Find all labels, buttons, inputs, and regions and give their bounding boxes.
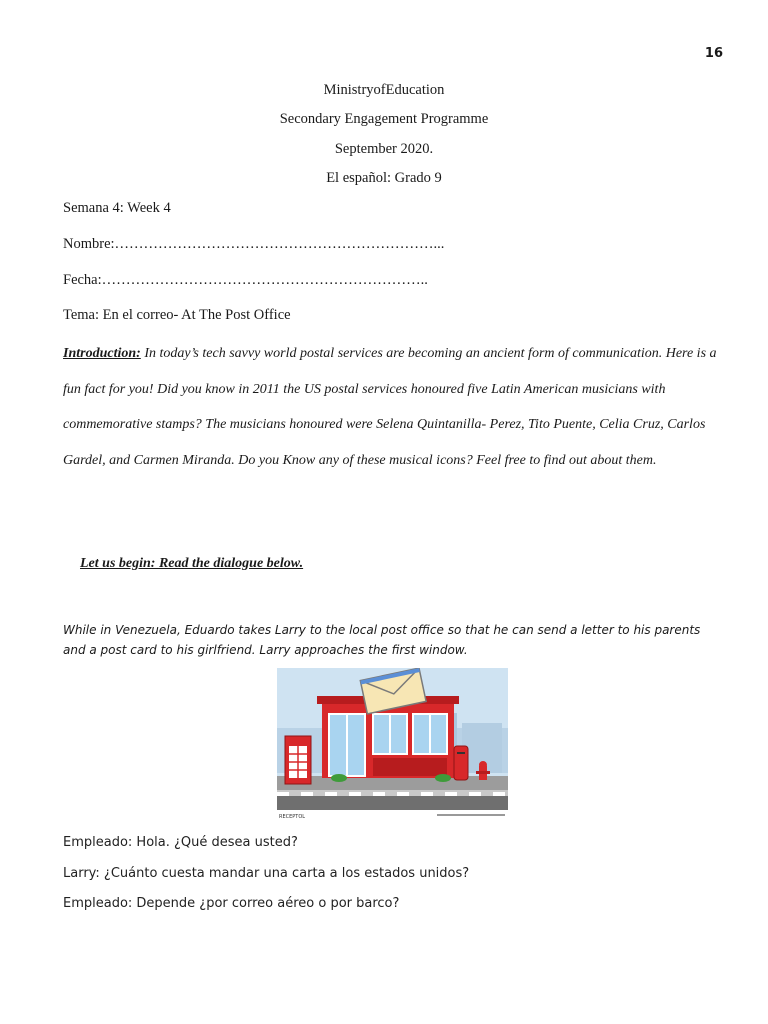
dialogue-line-3: Empleado: Depende ¿por correo aéreo o por barco? bbox=[63, 896, 400, 911]
header-date: September 2020. bbox=[334, 141, 434, 157]
name-field[interactable]: Nombre:…………………………………………………………... bbox=[63, 236, 445, 252]
post-office-image bbox=[277, 668, 508, 820]
post-office-illustration bbox=[277, 668, 508, 820]
introduction-paragraph bbox=[63, 336, 723, 478]
page-number: 16 bbox=[704, 46, 723, 61]
date-field[interactable]: Fecha:………………………………………………………….. bbox=[63, 272, 428, 288]
instruction-heading: Let us begin: Read the dialogue below. bbox=[80, 556, 304, 571]
header-subject: El español: Grado 9 bbox=[326, 170, 442, 186]
illustration-credit-left: RECEPTOL bbox=[279, 814, 306, 820]
header-ministry: MinistryofEducation bbox=[323, 82, 445, 98]
topic-line: Tema: En el correo- At The Post Office bbox=[63, 307, 291, 323]
introduction-label: Introduction: bbox=[63, 346, 141, 361]
introduction-text: In today’s tech savvy world postal services are becoming an ancient form of communication. Here is a fun fact for you! Did you know in 2011 the US postal services honoured five Latin American musicians with commemorative stamps? The musicians honoured were Selena Quintanilla- Perez, Tito Puente, Celia Cruz, Carlos Gardel, and Carmen Miranda. Do you Know any of these musical icons? Feel free to find out about them. bbox=[63, 346, 717, 468]
header-programme: Secondary Engagement Programme bbox=[279, 111, 489, 127]
scenario-paragraph: While in Venezuela, Eduardo takes Larry to the local post office so that he can send a letter to his parents and a post card to his girlfriend. Larry approaches the first window. bbox=[63, 623, 701, 657]
week-line: Semana 4: Week 4 bbox=[63, 200, 171, 216]
dialogue-line-2: Larry: ¿Cuánto cuesta mandar una carta a los estados unidos? bbox=[63, 866, 470, 881]
dialogue-line-1: Empleado: Hola. ¿Qué desea usted? bbox=[63, 835, 298, 850]
